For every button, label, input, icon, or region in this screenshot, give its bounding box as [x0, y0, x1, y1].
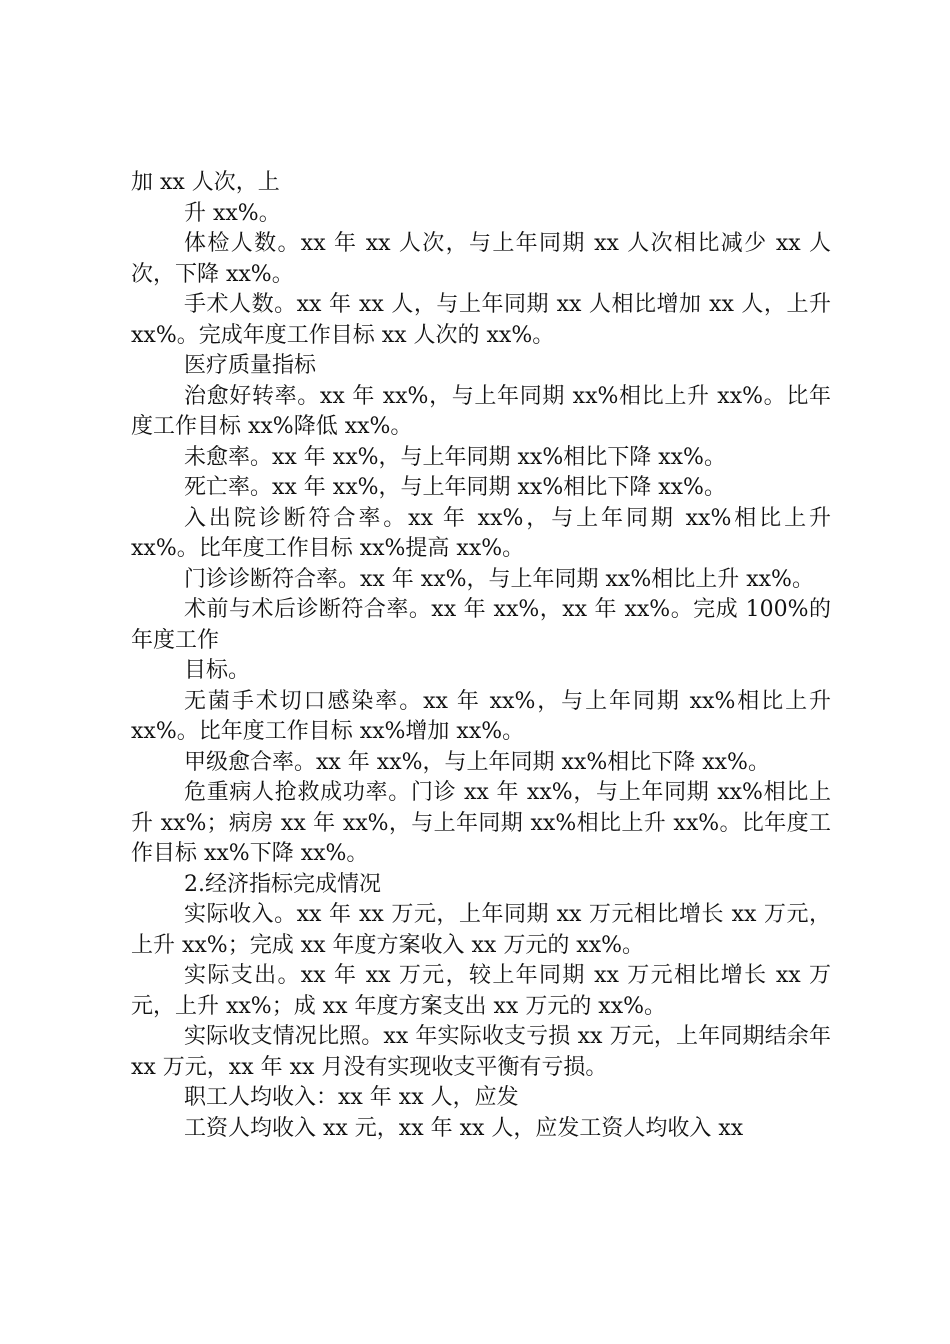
paragraph: 工资人均收入 xx 元，xx 年 xx 人，应发工资人均收入 xx	[184, 1115, 744, 1141]
paragraph: 体检人数。xx 年 xx 人次，与上年同期 xx 人次相比减少 xx 人次，下降 xx%。	[131, 231, 831, 287]
paragraph: 目标。	[184, 658, 251, 683]
paragraph: 手术人数。xx 年 xx 人，与上年同期 xx 人相比增加 xx 人，上升 xx%。完成年度工作目标 xx 人次的 xx%。	[131, 292, 831, 348]
paragraph: 实际收入。xx 年 xx 万元，上年同期 xx 万元相比增长 xx 万元，上升 xx%；完成 xx 年度方案收入 xx 万元的 xx%。	[131, 902, 831, 958]
paragraph: 无菌手术切口感染率。xx 年 xx%，与上年同期 xx%相比上升 xx%。比年度工作目标 xx%增加 xx%。	[131, 688, 831, 744]
paragraph: 实际支出。xx 年 xx 万元，较上年同期 xx 万元相比增长 xx 万元，上升 xx%；成 xx 年度方案支出 xx 万元的 xx%。	[131, 963, 831, 1019]
paragraph: 职工人均收入：xx 年 xx 人，应发	[184, 1085, 519, 1110]
paragraph: 未愈率。xx 年 xx%，与上年同期 xx%相比下降 xx%。	[184, 444, 726, 470]
section-heading: 医疗质量指标	[184, 353, 317, 378]
document-body	[131, 168, 831, 1144]
paragraph: 甲级愈合率。xx 年 xx%，与上年同期 xx%相比下降 xx%。	[184, 749, 770, 775]
paragraph: 死亡率。xx 年 xx%，与上年同期 xx%相比下降 xx%。	[184, 475, 726, 500]
paragraph: 危重病人抢救成功率。门诊 xx 年 xx%，与上年同期 xx%相比上升 xx%；病房 xx 年 xx%，与上年同期 xx%相比上升 xx%。比年度工作目标 xx%下降 xx%。	[131, 780, 831, 866]
section-heading: 2.经济指标完成情况	[184, 871, 381, 897]
paragraph: 升 xx%。	[184, 200, 281, 226]
paragraph: 实际收支情况比照。xx 年实际收支亏损 xx 万元，上年同期结余年 xx 万元，xx 年 xx 月没有实现收支平衡有亏损。	[131, 1024, 831, 1080]
paragraph: 治愈好转率。xx 年 xx%，与上年同期 xx%相比上升 xx%。比年度工作目标 xx%降低 xx%。	[131, 383, 831, 439]
paragraph: 门诊诊断符合率。xx 年 xx%，与上年同期 xx%相比上升 xx%。	[184, 566, 814, 592]
paragraph: 加 xx 人次，上	[131, 170, 280, 195]
paragraph: 入出院诊断符合率。xx 年 xx%，与上年同期 xx%相比上升 xx%。比年度工作目标 xx%提高 xx%。	[131, 505, 831, 561]
paragraph: 术前与术后诊断符合率。xx 年 xx%，xx 年 xx%。完成 100%的年度工作	[131, 597, 831, 653]
